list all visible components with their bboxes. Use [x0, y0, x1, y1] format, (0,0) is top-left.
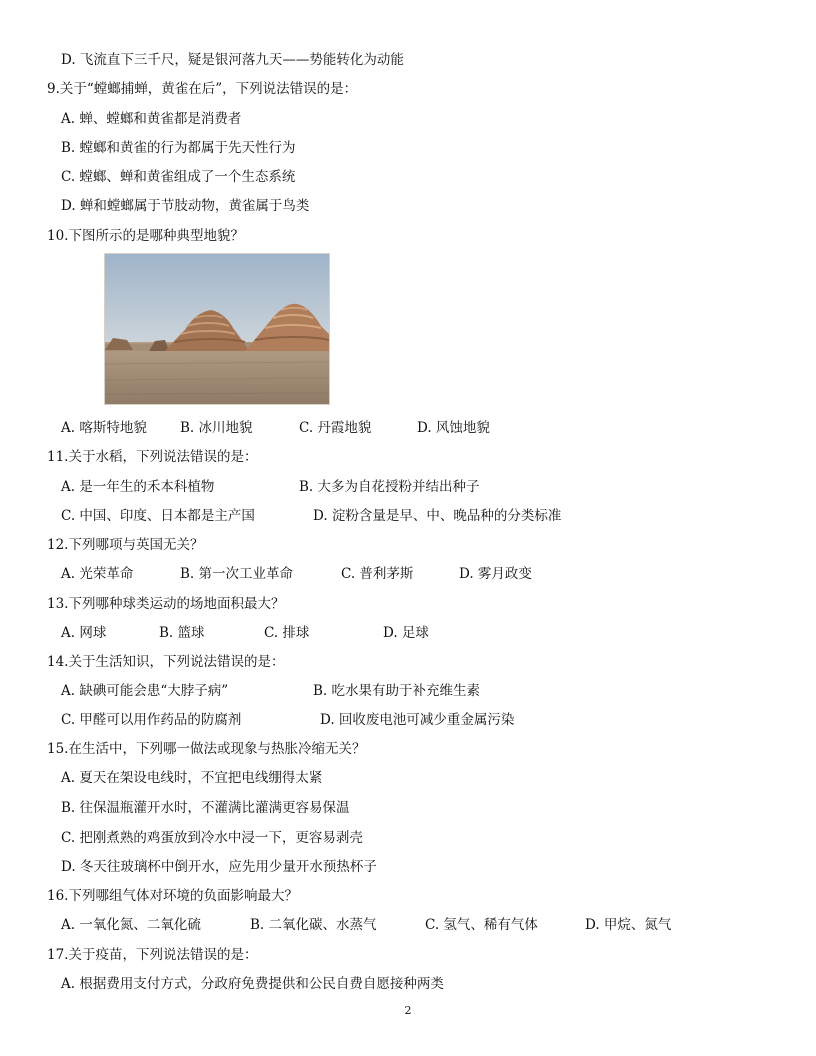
- q15-option-b: B. 往保温瓶灌开水时，不灌满比灌满更容易保温: [61, 800, 350, 816]
- q10-stem: 10.下图所示的是哪种典型地貌？: [47, 228, 244, 244]
- q9-option-c: C. 螳螂、蝉和黄雀组成了一个生态系统: [61, 169, 296, 185]
- q10-option-c: C. 丹霞地貌: [299, 420, 372, 436]
- q11-option-b: B. 大多为自花授粉并结出种子: [299, 479, 480, 495]
- q9-option-a: A. 蝉、螳螂和黄雀都是消费者: [61, 111, 242, 127]
- q8-option-d: D. 飞流直下三千尺，疑是银河落九天——势能转化为动能: [61, 52, 404, 68]
- q12-stem: 12.下列哪项与英国无关？: [47, 537, 204, 553]
- q15-option-d: D. 冬天往玻璃杯中倒开水，应先用少量开水预热杯子: [61, 859, 377, 875]
- q12-option-b: B. 第一次工业革命: [180, 566, 294, 582]
- q12-option-d: D. 雾月政变: [459, 566, 532, 582]
- q17-option-a: A. 根据费用支付方式，分政府免费提供和公民自费自愿接种两类: [61, 976, 444, 992]
- q14-option-c: C. 甲醛可以用作药品的防腐剂: [61, 712, 242, 728]
- q16-option-a: A. 一氧化氮、二氧化硫: [61, 917, 201, 933]
- q11-option-c: C. 中国、印度、日本都是主产国: [61, 508, 255, 524]
- q9-option-b: B. 螳螂和黄雀的行为都属于先天性行为: [61, 140, 296, 156]
- q13-option-a: A. 网球: [61, 625, 107, 641]
- q10-option-b: B. 冰川地貌: [180, 420, 253, 436]
- q16-option-c: C. 氢气、稀有气体: [425, 917, 538, 933]
- q11-option-a: A. 是一年生的禾本科植物: [61, 479, 215, 495]
- q13-stem: 13.下列哪种球类运动的场地面积最大？: [47, 596, 285, 612]
- q16-option-b: B. 二氧化碳、水蒸气: [250, 917, 377, 933]
- q13-option-c: C. 排球: [264, 625, 310, 641]
- q13-option-d: D. 足球: [383, 625, 429, 641]
- q16-stem: 16.下列哪组气体对环境的负面影响最大？: [47, 888, 298, 904]
- q10-option-a: A. 喀斯特地貌: [61, 420, 147, 436]
- q12-option-c: C. 普利茅斯: [341, 566, 414, 582]
- q11-option-d: D. 淀粉含量是早、中、晚品种的分类标准: [313, 508, 562, 524]
- q14-option-d: D. 回收废电池可减少重金属污染: [320, 712, 515, 728]
- q14-option-a: A. 缺碘可能会患“大脖子病”: [61, 683, 229, 699]
- q12-option-a: A. 光荣革命: [61, 566, 134, 582]
- q15-stem: 15.在生活中，下列哪一做法或现象与热胀冷缩无关？: [47, 741, 366, 757]
- yardang-landform-photo: [104, 253, 330, 405]
- q14-option-b: B. 吃水果有助于补充维生素: [313, 683, 481, 699]
- page-number: 2: [404, 1004, 412, 1017]
- q15-option-c: C. 把刚煮熟的鸡蛋放到冷水中浸一下，更容易剥壳: [61, 830, 363, 846]
- q9-stem: 9.关于“螳螂捕蝉，黄雀在后”，下列说法错误的是：: [47, 81, 358, 97]
- q11-stem: 11.关于水稻，下列说法错误的是：: [47, 449, 258, 465]
- q15-option-a: A. 夏天在架设电线时，不宜把电线绷得太紧: [61, 770, 323, 786]
- q17-stem: 17.关于疫苗，下列说法错误的是：: [47, 947, 258, 963]
- q13-option-b: B. 篮球: [159, 625, 205, 641]
- q14-stem: 14.关于生活知识，下列说法错误的是：: [47, 654, 285, 670]
- q16-option-d: D. 甲烷、氮气: [585, 917, 672, 933]
- q9-option-d: D. 蝉和螳螂属于节肢动物，黄雀属于鸟类: [61, 198, 310, 214]
- q10-option-d: D. 风蚀地貌: [417, 420, 490, 436]
